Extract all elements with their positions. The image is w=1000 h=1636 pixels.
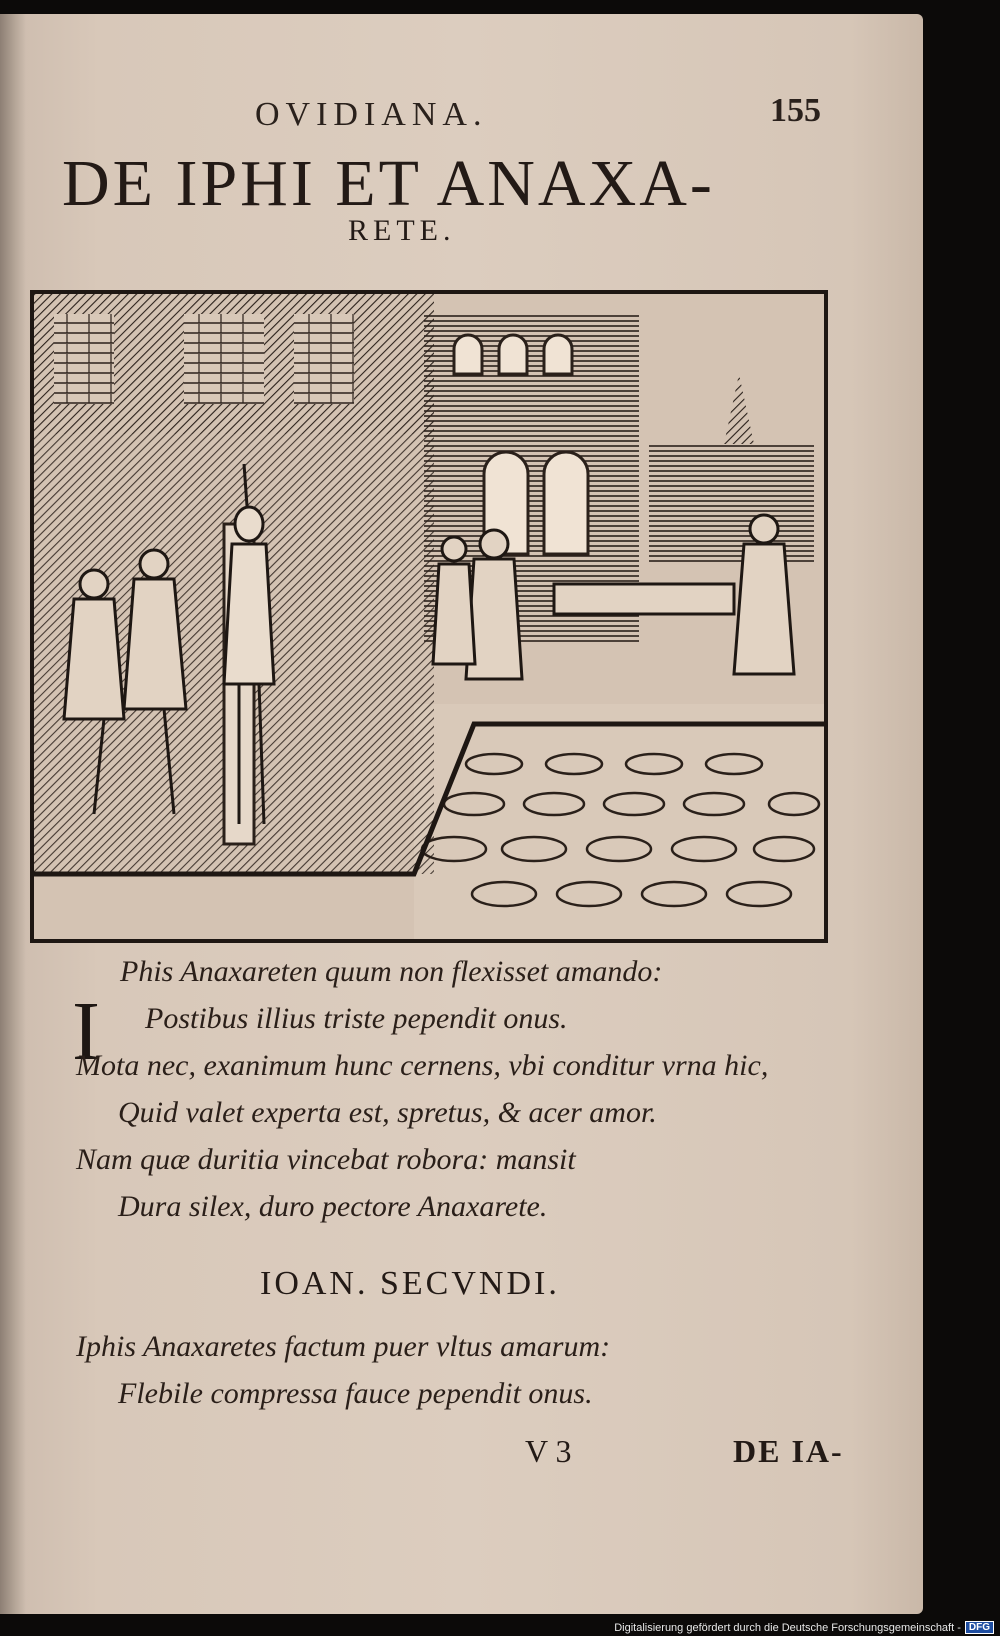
verse-line-3: Mota nec, exanimum hunc cernens, vbi conditur vrna hic, xyxy=(76,1049,769,1082)
credit-text: Digitalisierung gefördert durch die Deutsche Forschungsgemeinschaft - xyxy=(614,1621,961,1634)
verse-line-2: Postibus illius triste pependit onus. xyxy=(145,1002,568,1035)
verse-line-4: Quid valet experta est, spretus, & acer amor. xyxy=(118,1096,657,1129)
verse-line-5: Nam quæ duritia vincebat robora: mansit xyxy=(76,1143,576,1176)
page-number: 155 xyxy=(770,92,821,129)
digitization-credit xyxy=(614,1621,994,1634)
woodcut-drawing xyxy=(34,294,824,939)
signature-mark: V 3 xyxy=(525,1433,572,1469)
page-title-continued: RETE. xyxy=(348,214,456,247)
page-gutter xyxy=(0,14,26,1614)
section-heading: IOAN. SECVNDI. xyxy=(260,1265,560,1302)
verse-line-1: Phis Anaxareten quum non flexisset amando: xyxy=(120,955,663,988)
catchword: DE IA- xyxy=(733,1433,844,1469)
page-title: DE IPHI ET ANAXA- xyxy=(62,147,715,220)
drop-cap: I xyxy=(72,985,100,1078)
running-title: OVIDIANA. xyxy=(255,96,488,133)
verse-line-8: Flebile compressa fauce pependit onus. xyxy=(118,1377,593,1410)
verse-line-6: Dura silex, duro pectore Anaxarete. xyxy=(118,1190,548,1223)
woodcut-illustration xyxy=(30,290,828,943)
dfg-logo-icon: DFG xyxy=(965,1621,994,1634)
verse-line-7: Iphis Anaxaretes factum puer vltus amarum: xyxy=(76,1330,611,1363)
